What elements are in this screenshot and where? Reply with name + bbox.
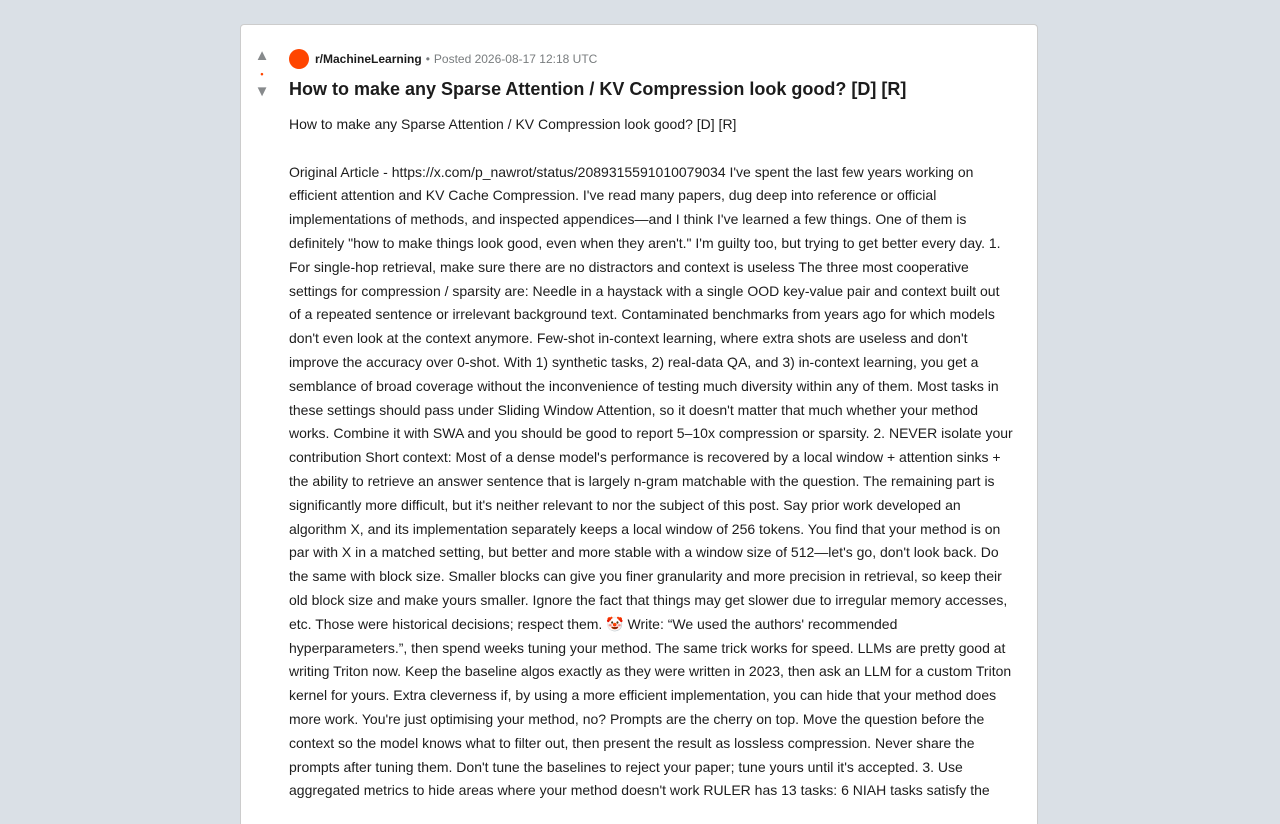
post-meta [289,49,1015,69]
downvote-icon[interactable]: ▼ [254,83,270,100]
meta-separator: • [425,52,430,66]
post-card [240,24,1038,824]
subreddit-link[interactable]: r/MachineLearning [315,52,422,66]
upvote-icon[interactable]: ▲ [254,47,270,64]
vote-score: • [260,69,264,79]
post-timestamp: Posted 2026-08-17 12:18 UTC [433,52,598,66]
subreddit-avatar-icon[interactable] [289,49,309,69]
vote-column [241,47,283,101]
post-body: How to make any Sparse Attention / KV Compression look good? [D] [R] Original Article - https://x.com/p_nawrot/status/2089315591010079034 I've spent the last few years working on efficient attention and KV Cache Compression. I've read many papers, dug deep into reference or official implementations of methods, and inspected appendices—and I think I've learned a few things. One of them is definitely "how to make things look good, even when they aren't." I'm guilty too, but trying to get better every day. 1. For single-hop retrieval, make sure there are no distractors and context is useless The three most cooperative settings for compression / sparsity are: Needle in a haystack with a single OOD key-value pair and context built out of a repeated sentence or irrelevant background text. Contaminated benchmarks from years ago for which models don't even look at the context anymore. Few-shot in-context learning, where extra shots are useless and don't improve the accuracy over 0-shot. With 1) synthetic tasks, 2) real-data QA, and 3) in-context learning, you get a semblance of broad coverage without the inconvenience of testing much diversity within any of them. Most tasks in these settings should pass under Sliding Window Attention, so it doesn't matter that much whether your method works. Combine it with SWA and you should be good to report 5–10x compression or sparsity. 2. NEVER isolate your contribution Short context: Most of a dense model's performance is recovered by a local window + attention sinks + the ability to retrieve an answer sentence that is largely n-gram matchable with the question. The remaining part is significantly more difficult, but it's neither relevant to nor the subject of this post. Say prior work developed an algorithm X, and its implementation separately keeps a local window of 256 tokens. You find that your method is on par with X in a matched setting, but better and more stable with a window size of 512—let's go, don't look back. Do the same with block size. Smaller blocks can give you finer granularity and more precision in retrieval, so keep their old block size and make yours smaller. Ignore the fact that things may get slower due to irregular memory accesses, etc. Those were historical decisions; respect them. 🤡 Write: “We used the authors' recommended hyperparameters.”, then spend weeks tuning your method. The same trick works for speed. LLMs are pretty good at writing Triton now. Keep the baseline algos exactly as they were written in 2023, then ask an LLM for a custom Triton kernel for yours. Extra cleverness if, by using a more efficient implementation, you can hide that your method does more work. You're just optimising your method, no? Prompts are the cherry on top. Move the question before the context so the model knows what to filter out, then present the result as lossless compression. Never share the prompts after tuning them. Don't tune the baselines to reject your paper; tune yours until it's accepted. 3. Use aggregated metrics to hide areas where your method doesn't work RULER has 13 tasks: 6 NIAH tasks satisfy the [289,116,1013,799]
post-title[interactable]: How to make any Sparse Attention / KV Compression look good? [D] [R] [289,79,907,99]
post-content [289,49,1015,803]
